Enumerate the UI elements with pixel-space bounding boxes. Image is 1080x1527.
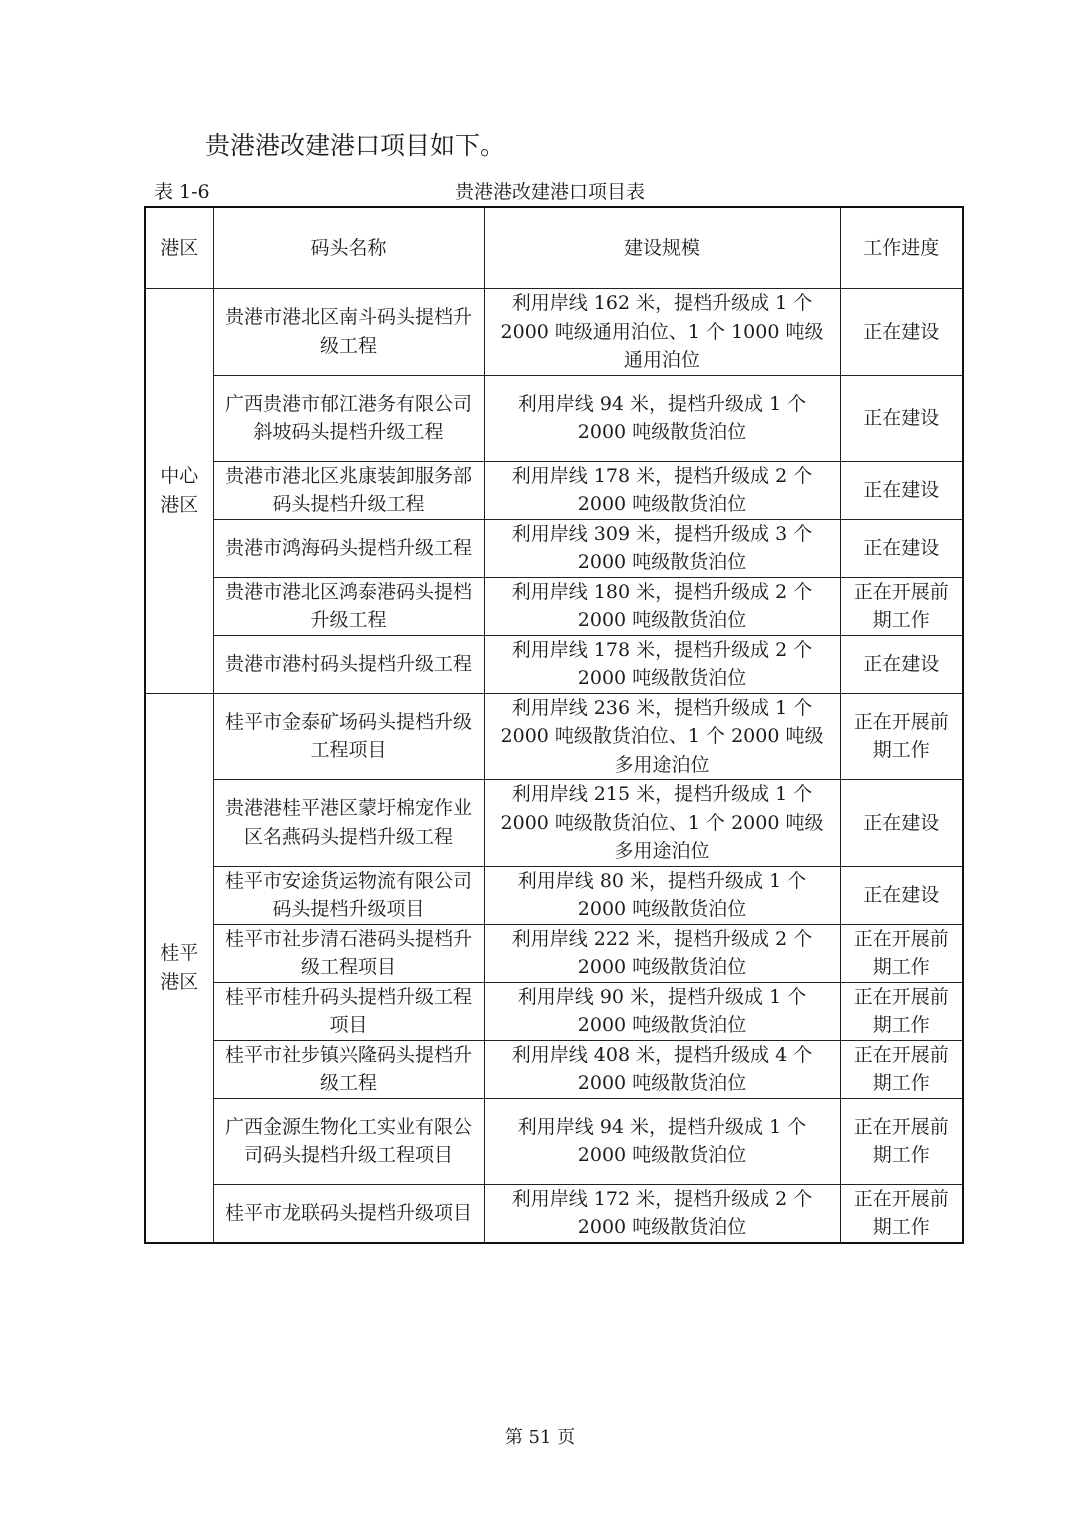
wharf-name-cell: 贵港市港北区兆康装卸服务部码头提档升级工程: [213, 461, 484, 519]
wharf-name-cell: 贵港市港北区南斗码头提档升级工程: [213, 289, 484, 376]
table-row: [145, 289, 963, 376]
wharf-name-cell: 桂平市桂升码头提档升级工程项目: [213, 982, 484, 1040]
table-row: [145, 375, 963, 461]
table-row: [145, 866, 963, 924]
wharf-name-cell: 桂平市金泰矿场码头提档升级工程项目: [213, 693, 484, 780]
header-status: 工作进度: [840, 207, 963, 289]
work-progress-cell: 正在开展前期工作: [840, 577, 963, 635]
work-progress-cell: 正在开展前期工作: [840, 924, 963, 982]
header-name: 码头名称: [213, 207, 484, 289]
construction-scale-cell: 利用岸线 180 米，提档升级成 2 个 2000 吨级散货泊位: [484, 577, 840, 635]
table-row: [145, 1184, 963, 1243]
wharf-name-cell: 桂平市社步镇兴隆码头提档升级工程: [213, 1040, 484, 1098]
wharf-name-cell: 贵港市港北区鸿泰港码头提档升级工程: [213, 577, 484, 635]
header-scale: 建设规模: [484, 207, 840, 289]
page-number: 第 51 页: [504, 1427, 576, 1448]
table-row: [145, 519, 963, 577]
construction-scale-cell: 利用岸线 408 米，提档升级成 4 个 2000 吨级散货泊位: [484, 1040, 840, 1098]
construction-scale-cell: 利用岸线 94 米，提档升级成 1 个 2000 吨级散货泊位: [484, 1098, 840, 1184]
wharf-name-cell: 桂平市安途货运物流有限公司码头提档升级项目: [213, 866, 484, 924]
table-row: [145, 577, 963, 635]
table-label: 表 1-6: [154, 181, 210, 203]
wharf-name-cell: 贵港市鸿海码头提档升级工程: [213, 519, 484, 577]
work-progress-cell: 正在开展前期工作: [840, 1098, 963, 1184]
table-row: [145, 1098, 963, 1184]
construction-scale-cell: 利用岸线 309 米，提档升级成 3 个 2000 吨级散货泊位: [484, 519, 840, 577]
table-row: [145, 693, 963, 780]
construction-scale-cell: 利用岸线 215 米，提档升级成 1 个 2000 吨级散货泊位、1 个 2000 吨级多用途泊位: [484, 780, 840, 867]
work-progress-cell: 正在开展前期工作: [840, 1040, 963, 1098]
wharf-name-cell: 广西贵港市郁江港务有限公司斜坡码头提档升级工程: [213, 375, 484, 461]
construction-scale-cell: 利用岸线 162 米，提档升级成 1 个 2000 吨级通用泊位、1 个 1000 吨级通用泊位: [484, 289, 840, 376]
work-progress-cell: 正在建设: [840, 866, 963, 924]
table-body: [145, 289, 963, 1243]
construction-scale-cell: 利用岸线 178 米，提档升级成 2 个 2000 吨级散货泊位: [484, 461, 840, 519]
work-progress-cell: 正在建设: [840, 519, 963, 577]
table-row: [145, 635, 963, 693]
wharf-name-cell: 贵港港桂平港区蒙圩棉宠作业区名燕码头提档升级工程: [213, 780, 484, 867]
port-area-cell: 桂平港区: [145, 693, 213, 1243]
work-progress-cell: 正在建设: [840, 635, 963, 693]
construction-scale-cell: 利用岸线 178 米，提档升级成 2 个 2000 吨级散货泊位: [484, 635, 840, 693]
table-header-row: [145, 207, 963, 289]
construction-scale-cell: 利用岸线 80 米，提档升级成 1 个 2000 吨级散货泊位: [484, 866, 840, 924]
table-row: [145, 924, 963, 982]
work-progress-cell: 正在建设: [840, 780, 963, 867]
table-row: [145, 461, 963, 519]
work-progress-cell: 正在开展前期工作: [840, 1184, 963, 1243]
port-projects-table: [144, 206, 964, 1244]
wharf-name-cell: 贵港市港村码头提档升级工程: [213, 635, 484, 693]
wharf-name-cell: 桂平市龙联码头提档升级项目: [213, 1184, 484, 1243]
work-progress-cell: 正在建设: [840, 375, 963, 461]
construction-scale-cell: 利用岸线 172 米，提档升级成 2 个 2000 吨级散货泊位: [484, 1184, 840, 1243]
work-progress-cell: 正在开展前期工作: [840, 982, 963, 1040]
table-row: [145, 982, 963, 1040]
work-progress-cell: 正在建设: [840, 289, 963, 376]
header-area: 港区: [145, 207, 213, 289]
work-progress-cell: 正在开展前期工作: [840, 693, 963, 780]
wharf-name-cell: 桂平市社步清石港码头提档升级工程项目: [213, 924, 484, 982]
intro-paragraph: 贵港港改建港口项目如下。: [205, 131, 506, 160]
wharf-name-cell: 广西金源生物化工实业有限公司码头提档升级工程项目: [213, 1098, 484, 1184]
table-row: [145, 1040, 963, 1098]
table-row: [145, 780, 963, 867]
table-title: 贵港港改建港口项目表: [454, 181, 645, 203]
construction-scale-cell: 利用岸线 90 米，提档升级成 1 个 2000 吨级散货泊位: [484, 982, 840, 1040]
construction-scale-cell: 利用岸线 236 米，提档升级成 1 个 2000 吨级散货泊位、1 个 2000 吨级多用途泊位: [484, 693, 840, 780]
construction-scale-cell: 利用岸线 94 米，提档升级成 1 个 2000 吨级散货泊位: [484, 375, 840, 461]
port-area-cell: 中心港区: [145, 289, 213, 694]
construction-scale-cell: 利用岸线 222 米，提档升级成 2 个 2000 吨级散货泊位: [484, 924, 840, 982]
work-progress-cell: 正在建设: [840, 461, 963, 519]
